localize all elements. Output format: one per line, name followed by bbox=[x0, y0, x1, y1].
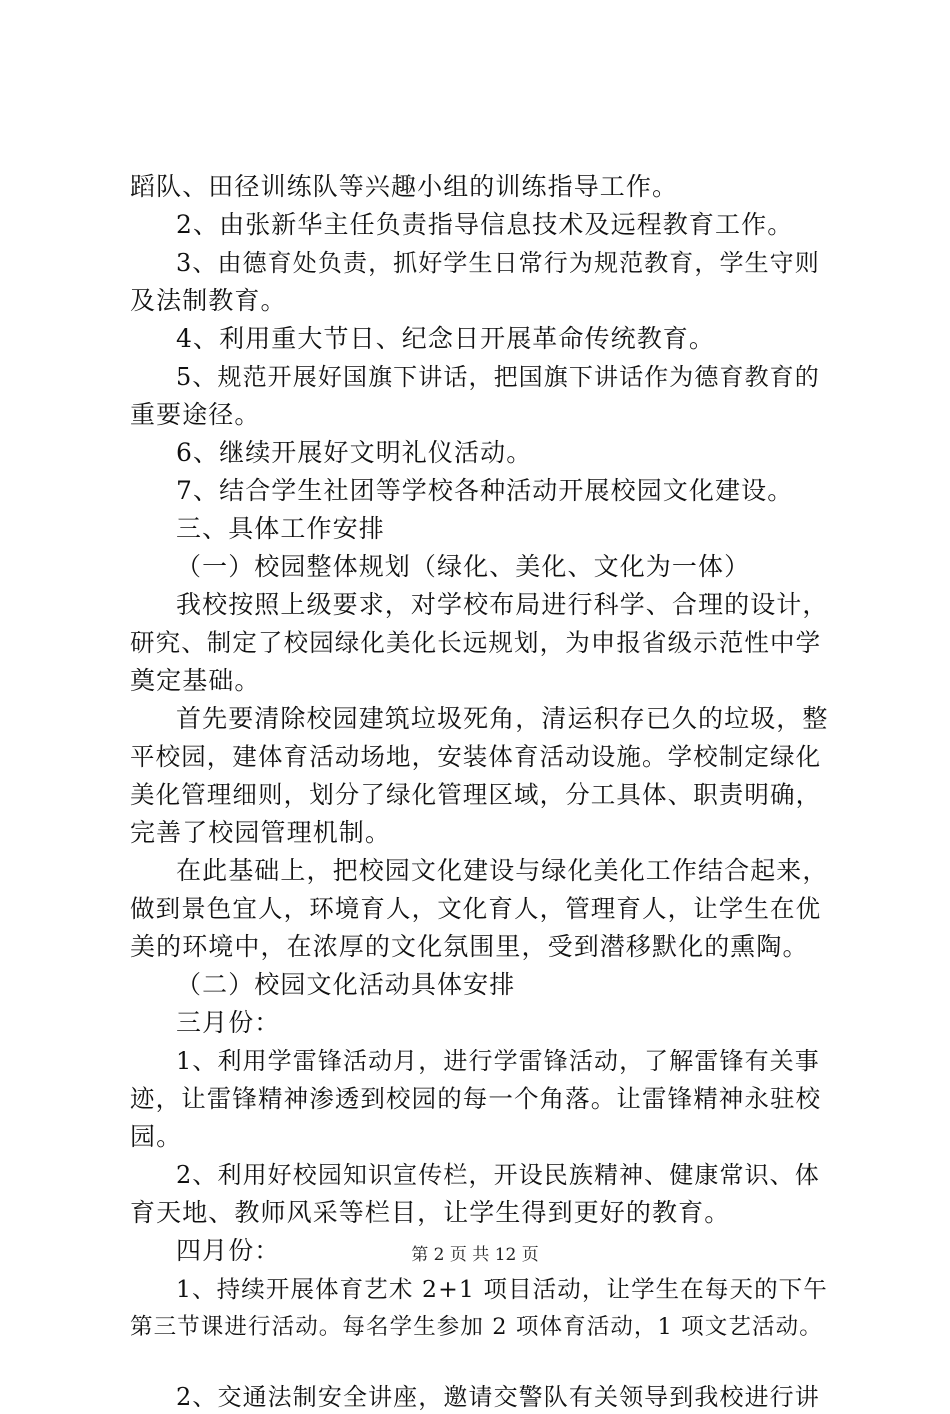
text-line: （二）校园文化活动具体安排 bbox=[176, 970, 516, 999]
text-line: 三月份： bbox=[176, 1008, 281, 1037]
text-line: 6、继续开展好文明礼仪活动。 bbox=[176, 438, 533, 467]
text-line: 第三节课进行活动。每名学生参加 2 项体育活动，1 项文艺活动。 bbox=[130, 1314, 823, 1340]
text-line: 我校按照上级要求，对学校布局进行科学、合理的设计， bbox=[176, 590, 829, 619]
text-line: 及法制教育。 bbox=[130, 286, 287, 315]
text-line: 3、由德育处负责，抓好学生日常行为规范教育，学生守则 bbox=[176, 249, 820, 277]
text-line: 7、结合学生社团等学校各种活动开展校园文化建设。 bbox=[176, 476, 794, 505]
text-line: 在此基础上，把校园文化建设与绿化美化工作结合起来， bbox=[176, 856, 829, 885]
text-line: 美的环境中，在浓厚的文化氛围里，受到潜移默化的熏陶。 bbox=[130, 932, 809, 961]
text-line: （一）校园整体规划（绿化、美化、文化为一体） bbox=[176, 552, 751, 581]
text-line: 蹈队、田径训练队等兴趣小组的训练指导工作。 bbox=[130, 172, 679, 201]
text-line: 平校园，建体育活动场地，安装体育活动设施。学校制定绿化 bbox=[130, 742, 822, 771]
page-number-footer: 第 2 页 共 12 页 bbox=[411, 1245, 539, 1265]
text-line: 重要途径。 bbox=[130, 400, 261, 429]
text-line: 美化管理细则，划分了绿化管理区域，分工具体、职责明确， bbox=[130, 780, 822, 809]
text-line: 奠定基础。 bbox=[130, 666, 261, 695]
text-line: 1、利用学雷锋活动月，进行学雷锋活动，了解雷锋有关事 bbox=[176, 1047, 820, 1075]
text-line: 园。 bbox=[130, 1122, 183, 1151]
text-line: 完善了校园管理机制。 bbox=[130, 818, 392, 847]
text-line: 做到景色宜人，环境育人，文化育人，管理育人，让学生在优 bbox=[130, 894, 822, 923]
text-line: 2、利用好校园知识宣传栏，开设民族精神、健康常识、体 bbox=[176, 1161, 820, 1189]
text-line: 育天地、教师风采等栏目，让学生得到更好的教育。 bbox=[130, 1198, 731, 1227]
text-line: 三、具体工作安排 bbox=[176, 514, 385, 543]
text-line: 四月份： bbox=[176, 1236, 281, 1265]
text-line: 研究、制定了校园绿化美化长远规划，为申报省级示范性中学 bbox=[130, 628, 822, 657]
text-line: 首先要清除校园建筑垃圾死角，清运积存已久的垃圾，整 bbox=[176, 704, 829, 733]
text-line: 1、持续开展体育艺术 2+1 项目活动，让学生在每天的下午 bbox=[176, 1275, 828, 1303]
text-line: 4、利用重大节日、纪念日开展革命传统教育。 bbox=[176, 324, 716, 353]
text-line: 2、交通法制安全讲座，邀请交警队有关领导到我校进行讲 bbox=[176, 1383, 820, 1411]
text-line: 迹，让雷锋精神渗透到校园的每一个角落。让雷锋精神永驻校 bbox=[130, 1084, 822, 1113]
text-line: 5、规范开展好国旗下讲话，把国旗下讲话作为德育教育的 bbox=[176, 363, 820, 391]
text-line: 2、由张新华主任负责指导信息技术及远程教育工作。 bbox=[176, 210, 794, 239]
